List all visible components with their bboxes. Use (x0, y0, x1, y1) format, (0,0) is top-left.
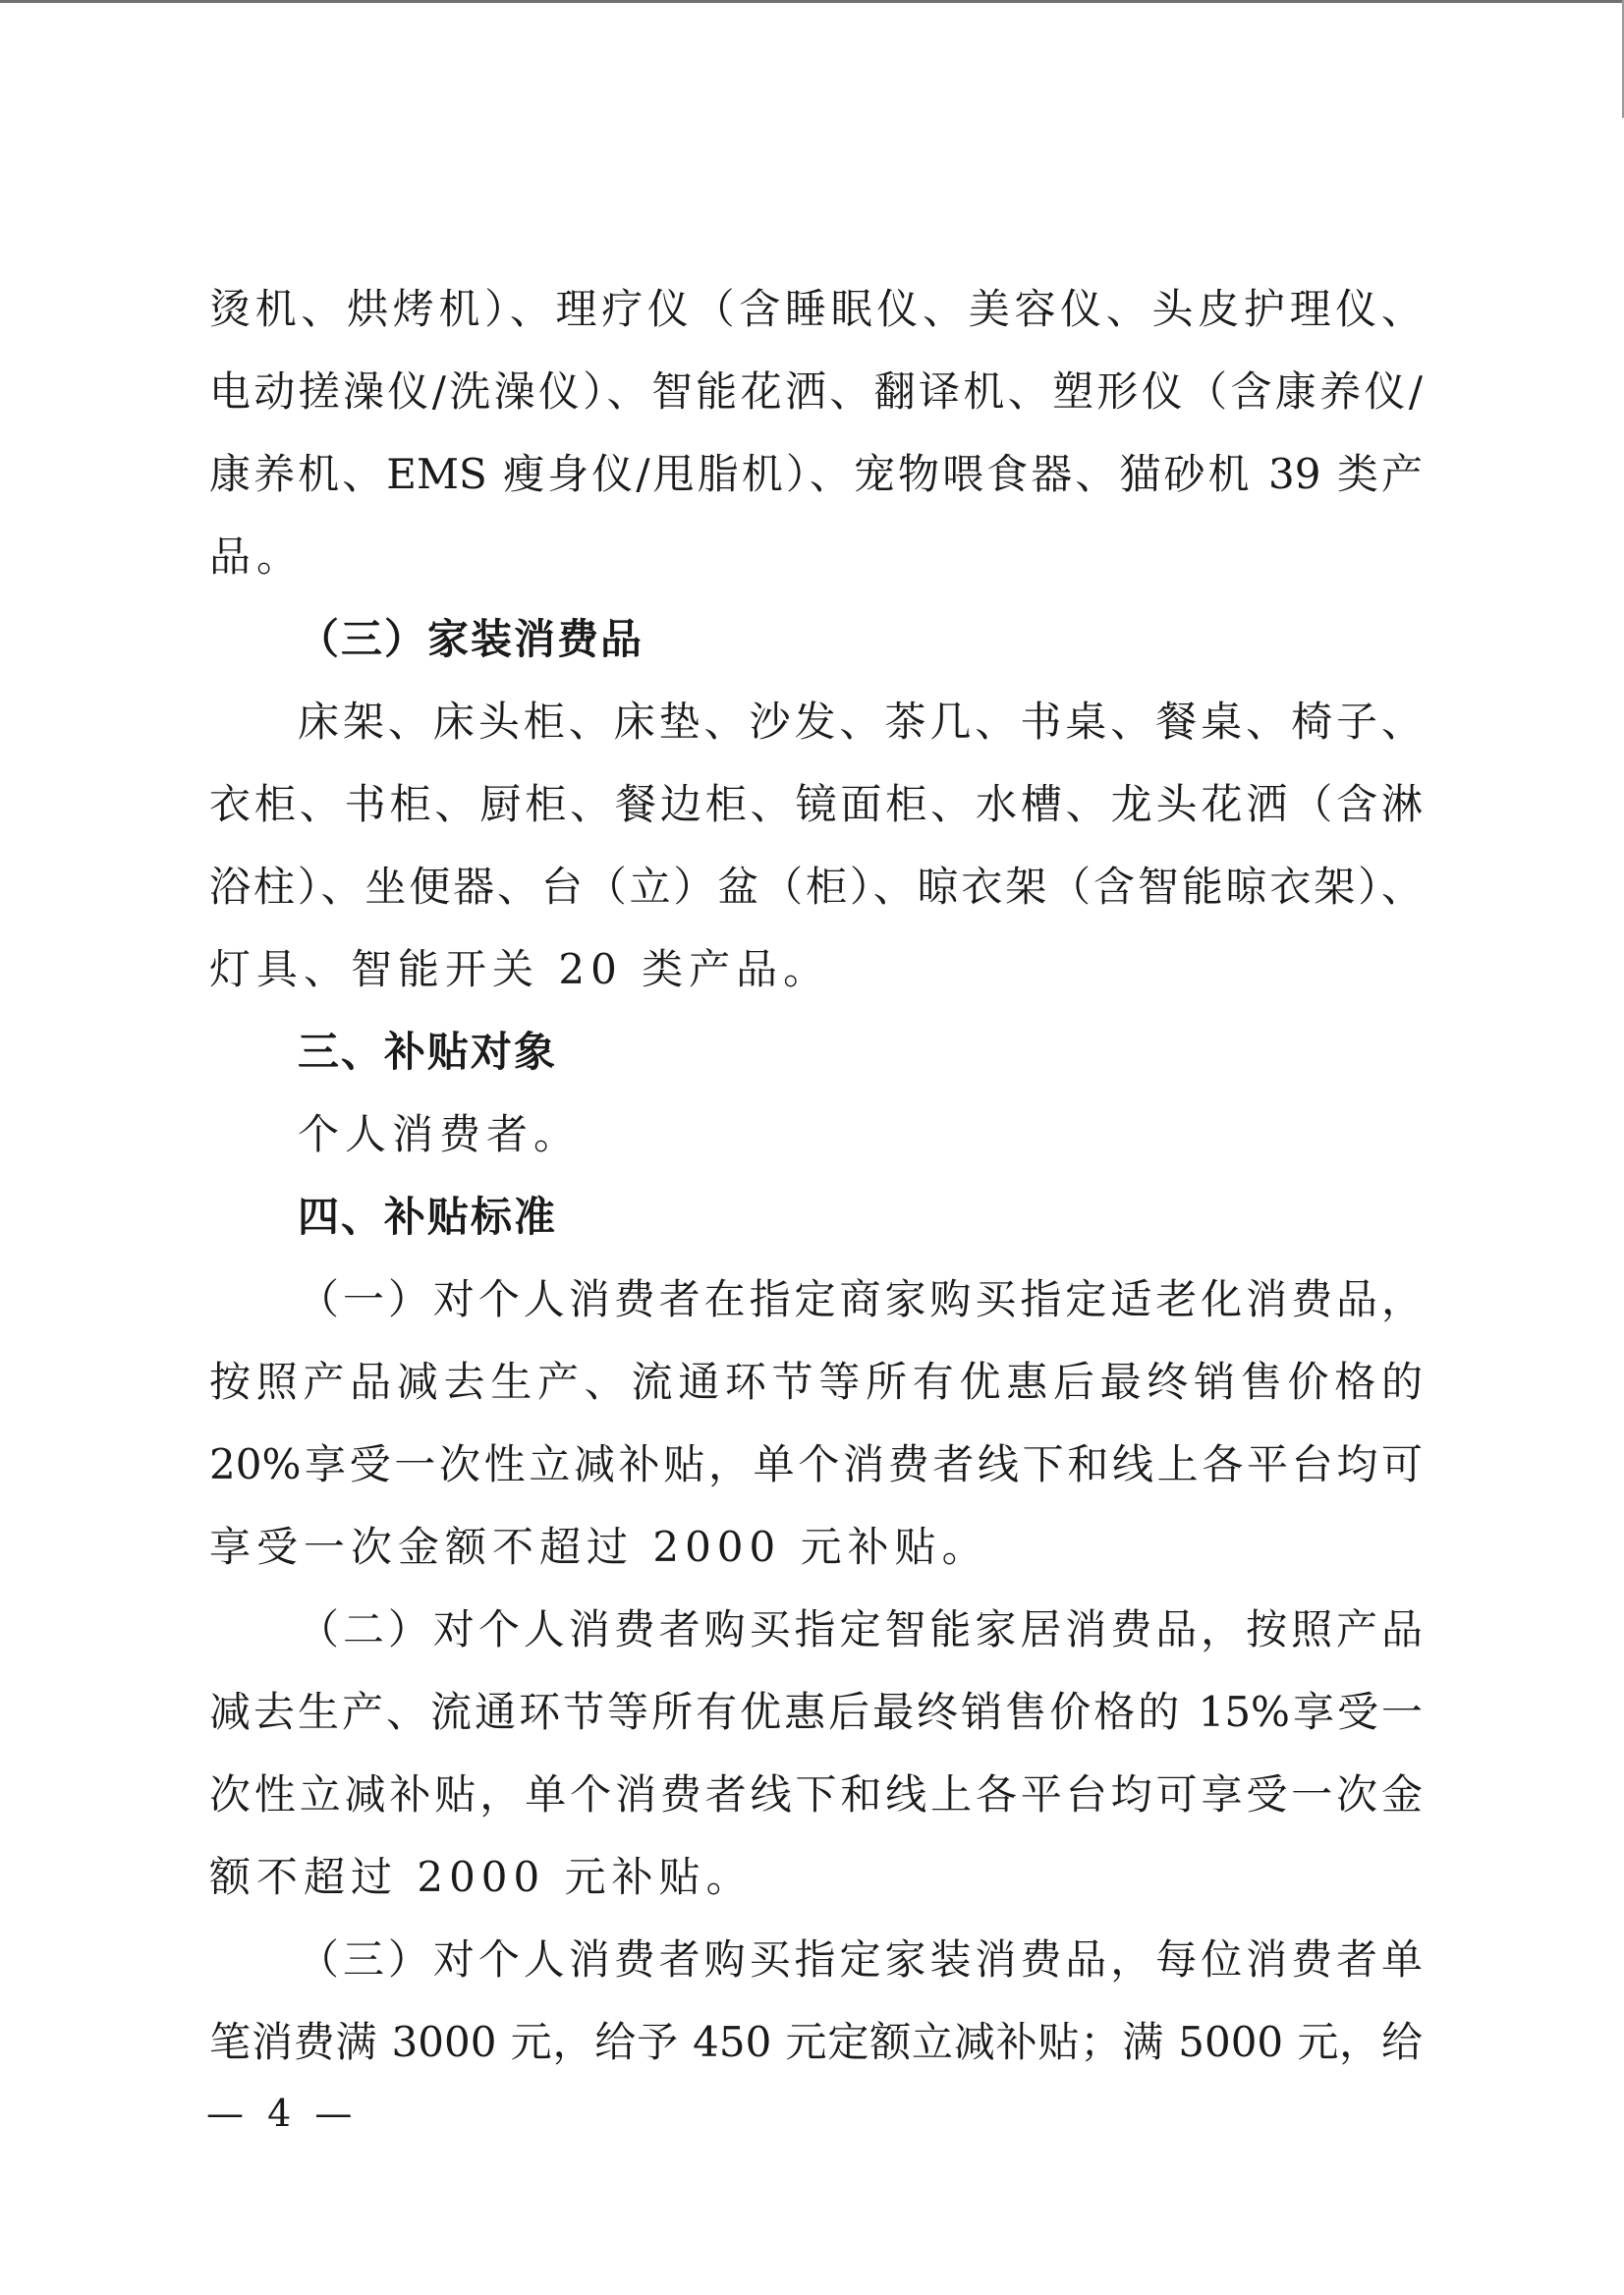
text-line: 灯具、智能开关 20 类产品。 (209, 945, 831, 993)
text-line: 按照产品减去生产、流通环节等所有优惠后最终销售价格的 (209, 1358, 1423, 1406)
text-line: 笔消费满 3000 元，给予 450 元定额立减补贴；满 5000 元，给 (209, 2018, 1423, 2066)
text-line: 次性立减补贴，单个消费者线下和线上各平台均可享受一次金 (209, 1770, 1423, 1819)
text-line: 烫机、烘烤机）、理疗仪（含睡眠仪、美容仪、头皮护理仪、 (209, 285, 1423, 333)
text-line: 浴柱）、坐便器、台（立）盆（柜）、晾衣架（含智能晾衣架）、 (209, 863, 1423, 911)
text-line: （一）对个人消费者在指定商家购买指定适老化消费品， (298, 1275, 1423, 1323)
text-line: 额不超过 2000 元补贴。 (209, 1853, 754, 1901)
text-line: 衣柜、书柜、厨柜、餐边柜、镜面柜、水槽、龙头花洒（含淋 (209, 780, 1423, 828)
text-line: （三）对个人消费者购买指定家装消费品，每位消费者单 (298, 1935, 1423, 1984)
section-heading-subsidy-standard: 四、补贴标准 (298, 1193, 558, 1241)
text-line: （二）对个人消费者购买指定智能家居消费品，按照产品 (298, 1605, 1423, 1653)
text-line: 电动搓澡仪/洗澡仪）、智能花洒、翻译机、塑形仪（含康养仪/ (209, 367, 1423, 416)
scan-edge-top (0, 0, 1624, 3)
text-line: 减去生产、流通环节等所有优惠后最终销售价格的 15%享受一 (209, 1688, 1423, 1736)
text-line: 品。 (209, 532, 305, 581)
text-line: 床架、床头柜、床垫、沙发、茶几、书桌、餐桌、椅子、 (298, 698, 1423, 746)
document-body (209, 268, 1423, 2084)
page-number: — 4 — (206, 2092, 359, 2135)
section-heading-home-decor: （三）家装消费品 (298, 615, 644, 663)
text-line: 享受一次金额不超过 2000 元补贴。 (209, 1523, 989, 1571)
text-line: 康养机、EMS 瘦身仪/甩脂机）、宠物喂食器、猫砂机 39 类产 (209, 450, 1423, 498)
section-heading-subsidy-target: 三、补贴对象 (298, 1028, 558, 1076)
text-line: 20%享受一次性立减补贴，单个消费者线下和线上各平台均可 (209, 1440, 1423, 1488)
text-line: 个人消费者。 (298, 1110, 582, 1158)
